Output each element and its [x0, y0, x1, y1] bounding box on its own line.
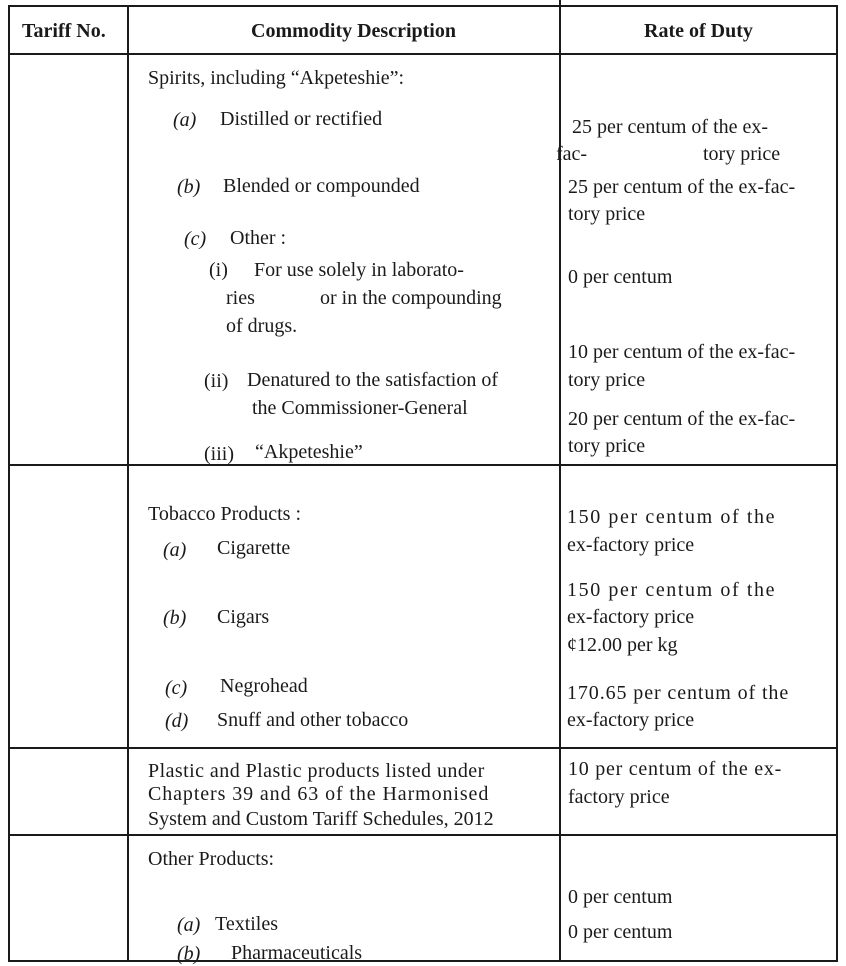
spirits-b-text: Blended or compounded [223, 175, 420, 197]
spirits-a-rate-line-2b: tory price [703, 143, 781, 165]
header-tariff-no: Tariff No. [22, 20, 106, 42]
spirits-iii-text: “Akpeteshie” [255, 441, 363, 463]
spirits-iii-label: (iii) [204, 443, 234, 465]
spirits-a-rate-line-1: 25 per centum of the ex- [572, 116, 769, 138]
row-divider-tobacco [8, 747, 838, 749]
spirits-i-text-line-3: of drugs. [226, 315, 298, 337]
tobacco-c-text: Negrohead [220, 675, 308, 697]
plastic-text-line-3: System and Custom Tariff Schedules, 2012 [148, 808, 494, 830]
plastic-rate-line-2: factory price [568, 786, 670, 808]
spirits-a-rate-line-2a: fac- [556, 143, 588, 165]
spirits-c-text: Other : [230, 227, 287, 249]
spirits-i-text-line-1: For use solely in laborato- [254, 259, 464, 281]
plastic-rate-line-1: 10 per centum of the ex- [568, 758, 783, 780]
spirits-b-rate-line-1: 25 per centum of the ex-fac- [568, 176, 796, 198]
tobacco-b-rate-line-2: ex-factory price [567, 606, 695, 628]
tobacco-heading: Tobacco Products : [148, 503, 302, 525]
tobacco-c-label: (c) [165, 677, 188, 699]
spirits-ii-rate-line-1: 10 per centum of the ex-fac- [568, 341, 796, 363]
spirits-b-rate-line-2: tory price [568, 203, 646, 225]
table-top-border [8, 5, 838, 7]
other-b-text: Pharmaceuticals [231, 942, 363, 964]
spirits-iii-rate-line-1: 20 per centum of the ex-fac- [568, 408, 796, 430]
tobacco-a-rate-line-1: 150 per centum of the [567, 506, 777, 528]
spirits-ii-label: (ii) [204, 370, 229, 392]
row-divider-plastic [8, 834, 838, 836]
spirits-ii-text-line-2: the Commissioner-General [252, 397, 468, 419]
spirits-b-label: (b) [177, 176, 201, 198]
plastic-text-line-2: Chapters 39 and 63 of the Harmonised [148, 783, 490, 805]
tobacco-a-rate-line-2: ex-factory price [567, 534, 695, 556]
tobacco-d-rate-line-2: ex-factory price [567, 709, 695, 731]
spirits-i-text-line-2b: or in the compounding [320, 287, 502, 309]
tobacco-b-rate-line-3: ¢12.00 per kg [567, 634, 678, 656]
other-a-rate: 0 per centum [568, 886, 673, 908]
spirits-i-text-line-2a: ries [226, 287, 255, 309]
tobacco-b-text: Cigars [217, 606, 270, 628]
column-divider-1 [127, 5, 129, 962]
spirits-ii-rate-line-2: tory price [568, 369, 646, 391]
tobacco-a-label: (a) [163, 539, 187, 561]
other-a-text: Textiles [215, 913, 279, 935]
header-rate-of-duty: Rate of Duty [644, 20, 753, 42]
spirits-i-label: (i) [209, 259, 228, 281]
other-b-rate: 0 per centum [568, 921, 673, 943]
row-divider-spirits [8, 464, 838, 466]
tobacco-d-rate-line-1: 170.65 per centum of the [567, 682, 790, 704]
spirits-heading: Spirits, including “Akpeteshie”: [148, 67, 405, 89]
table-bottom-border [8, 960, 838, 962]
plastic-text-line-1: Plastic and Plastic products listed under [148, 760, 485, 782]
other-heading: Other Products: [148, 848, 275, 870]
spirits-a-label: (a) [173, 109, 197, 131]
other-b-label: (b) [177, 943, 201, 965]
header-bottom-border [8, 53, 838, 55]
table-left-border [8, 5, 10, 962]
table-right-border [836, 5, 838, 962]
spirits-c-label: (c) [184, 228, 207, 250]
spirits-i-rate: 0 per centum [568, 266, 673, 288]
header-commodity-description: Commodity Description [251, 20, 456, 42]
spirits-a-text: Distilled or rectified [220, 108, 383, 130]
tobacco-b-label: (b) [163, 607, 187, 629]
tobacco-b-rate-line-1: 150 per centum of the [567, 579, 777, 601]
other-a-label: (a) [177, 914, 201, 936]
tobacco-d-text: Snuff and other tobacco [217, 709, 409, 731]
spirits-iii-rate-line-2: tory price [568, 435, 646, 457]
tobacco-d-label: (d) [165, 710, 189, 732]
tobacco-a-text: Cigarette [217, 537, 291, 559]
spirits-ii-text-line-1: Denatured to the satisfaction of [247, 369, 499, 391]
